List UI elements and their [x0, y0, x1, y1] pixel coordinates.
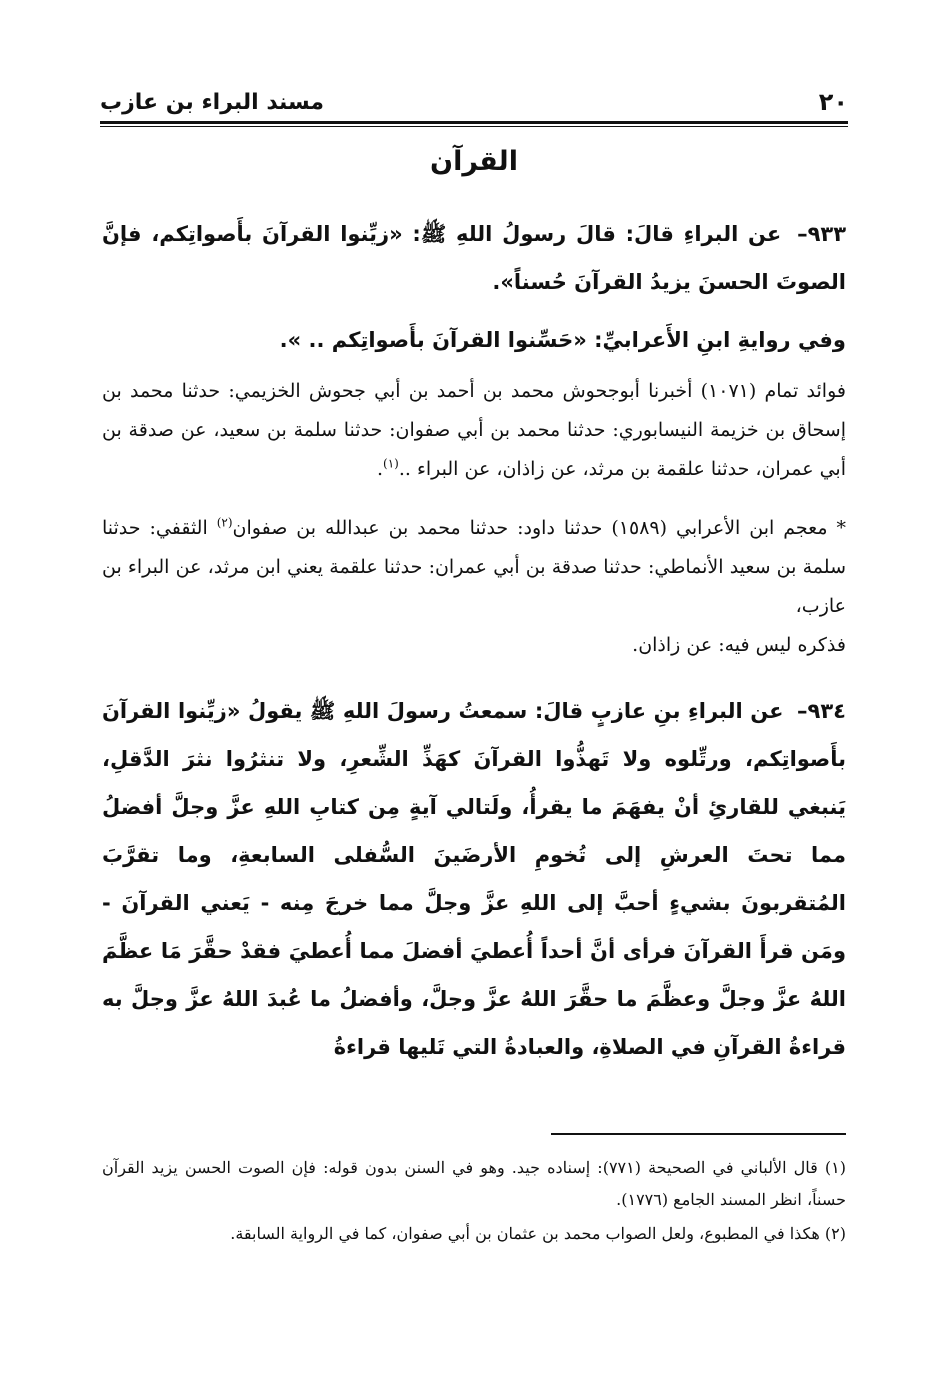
hadith-text: عن البراءِ بنِ عازبٍ قالَ: سمعتُ رسولَ اللهِ ﷺ يقولُ «زيِّنوا القرآنَ بأَصواتِكم، ورتِّلوه ولا تَهذُّوا القرآنَ كهَذِّ الشِّعرِ، ولا تنثرُوا نثرَ الدَّقلِ، يَنبغي للقارئِ أنْ يفهَمَ ما يقرأُ، ولَتالي آيةٍ مِن كتابِ اللهِ عزَّ وجلَّ أفضلُ مما تحتَ العرشِ إلى تُخومِ الأرضَينَ السُّفلى السابعةِ، وما تقرَّبَ المُتقربونَ بشيءٍ أحبَّ إلى اللهِ عزَّ وجلَّ مما خرجَ مِنه - يَعني القرآنَ - ومَن قرأَ القرآنَ فرأى أنَّ أحداً أُعطيَ أفضلَ مما أُعطيَ فقدْ حقَّرَ مَا عظَّمَ اللهُ عزَّ وجلَّ وعظَّمَ ما حقَّرَ اللهُ عزَّ وجلَّ، وأفضلُ ما عُبدَ اللهُ عزَّ وجلَّ به قراءةُ القرآنِ في الصلاةِ، والعبادةُ التي تَليها قراءةُ — [102, 699, 846, 1059]
isnad-text-start: * معجم ابن الأعرابي (١٥٨٩) حدثنا داود: حدثنا محمد بن عبدالله بن صفوان — [232, 517, 846, 539]
hadith-933 — [102, 210, 846, 306]
chapter-title: القرآن — [430, 146, 518, 177]
hadith-number: ٩٣٤– — [797, 699, 846, 723]
main-text — [102, 210, 846, 1071]
footnote-ref-1[interactable]: (١) — [383, 456, 399, 471]
running-head — [100, 78, 848, 114]
header-rule-thin — [100, 126, 848, 127]
hadith-934 — [102, 687, 846, 1071]
running-title: مسند البراء بن عازب — [100, 90, 325, 115]
footnote-separator — [551, 1133, 846, 1135]
footnote-ref-2[interactable]: (٢) — [216, 515, 233, 530]
footnote-1: (١) قال الألباني في الصحيحة (٧٧١): إسناده جيد. وهو في السنن بدون قوله: فإن الصوت الحسن يزيد القرآن حسناً، انظر المسند الجامع (١٧٧٦). — [102, 1158, 847, 1209]
footnotes — [102, 1152, 846, 1252]
page-number: ٢٠ — [818, 88, 848, 116]
hadith-933-variant: وفي روايةِ ابنِ الأَعرابيِّ: «حَسِّنوا القرآنَ بأَصواتِكم .. ». — [279, 328, 846, 352]
isnad-tammam: فوائد تمام (١٠٧١) أخبرنا أبوجحوش محمد بن أحمد بن أبي جحوش الخزيمي: حدثنا محمد بن إسحاق بن خزيمة النيسابوري: حدثنا محمد بن أبي صفوان: حدثنا سلمة بن سعيد، عن صدقة بن أبي عمران، حدثنا علقمة بن مرثد، عن زاذان، عن البراء ..$^{(١)}$. — [102, 380, 846, 480]
isnad-ibn-alarabi — [102, 509, 846, 626]
isnad-text-rest: الثقفي: حدثنا سلمة بن سعيد الأنماطي: حدثنا صدقة بن أبي عمران: حدثنا علقمة يعني ابن مرثد، عن البراء بن عازب، — [102, 517, 846, 617]
hadith-text: عن البراءِ قالَ: قالَ رسولُ اللهِ ﷺ: «زيِّنوا القرآنَ بأَصواتِكم، فإنَّ الصوتَ الحسنَ يزيدُ القرآنَ حُسناً». — [102, 222, 846, 294]
isnad-note: فذكره ليس فيه: عن زاذان. — [632, 634, 846, 656]
header-rule-thick — [100, 121, 848, 124]
footnote-2: (٢) هكذا في المطبوع، ولعل الصواب محمد بن عثمان بن أبي صفوان، كما في الرواية السابقة. — [230, 1224, 846, 1243]
hadith-number: ٩٣٣– — [797, 222, 847, 246]
isnad-text: فوائد تمام (١٠٧١) أخبرنا أبوجحوش محمد بن أحمد بن أبي جحوش الخزيمي: حدثنا محمد بن إسحاق بن خزيمة النيسابوري: حدثنا محمد بن أبي صفوان: حدثنا سلمة بن سعيد، عن صدقة بن أبي عمران، حدثنا علقمة بن مرثد، عن زاذان، عن البراء .. — [102, 380, 846, 480]
